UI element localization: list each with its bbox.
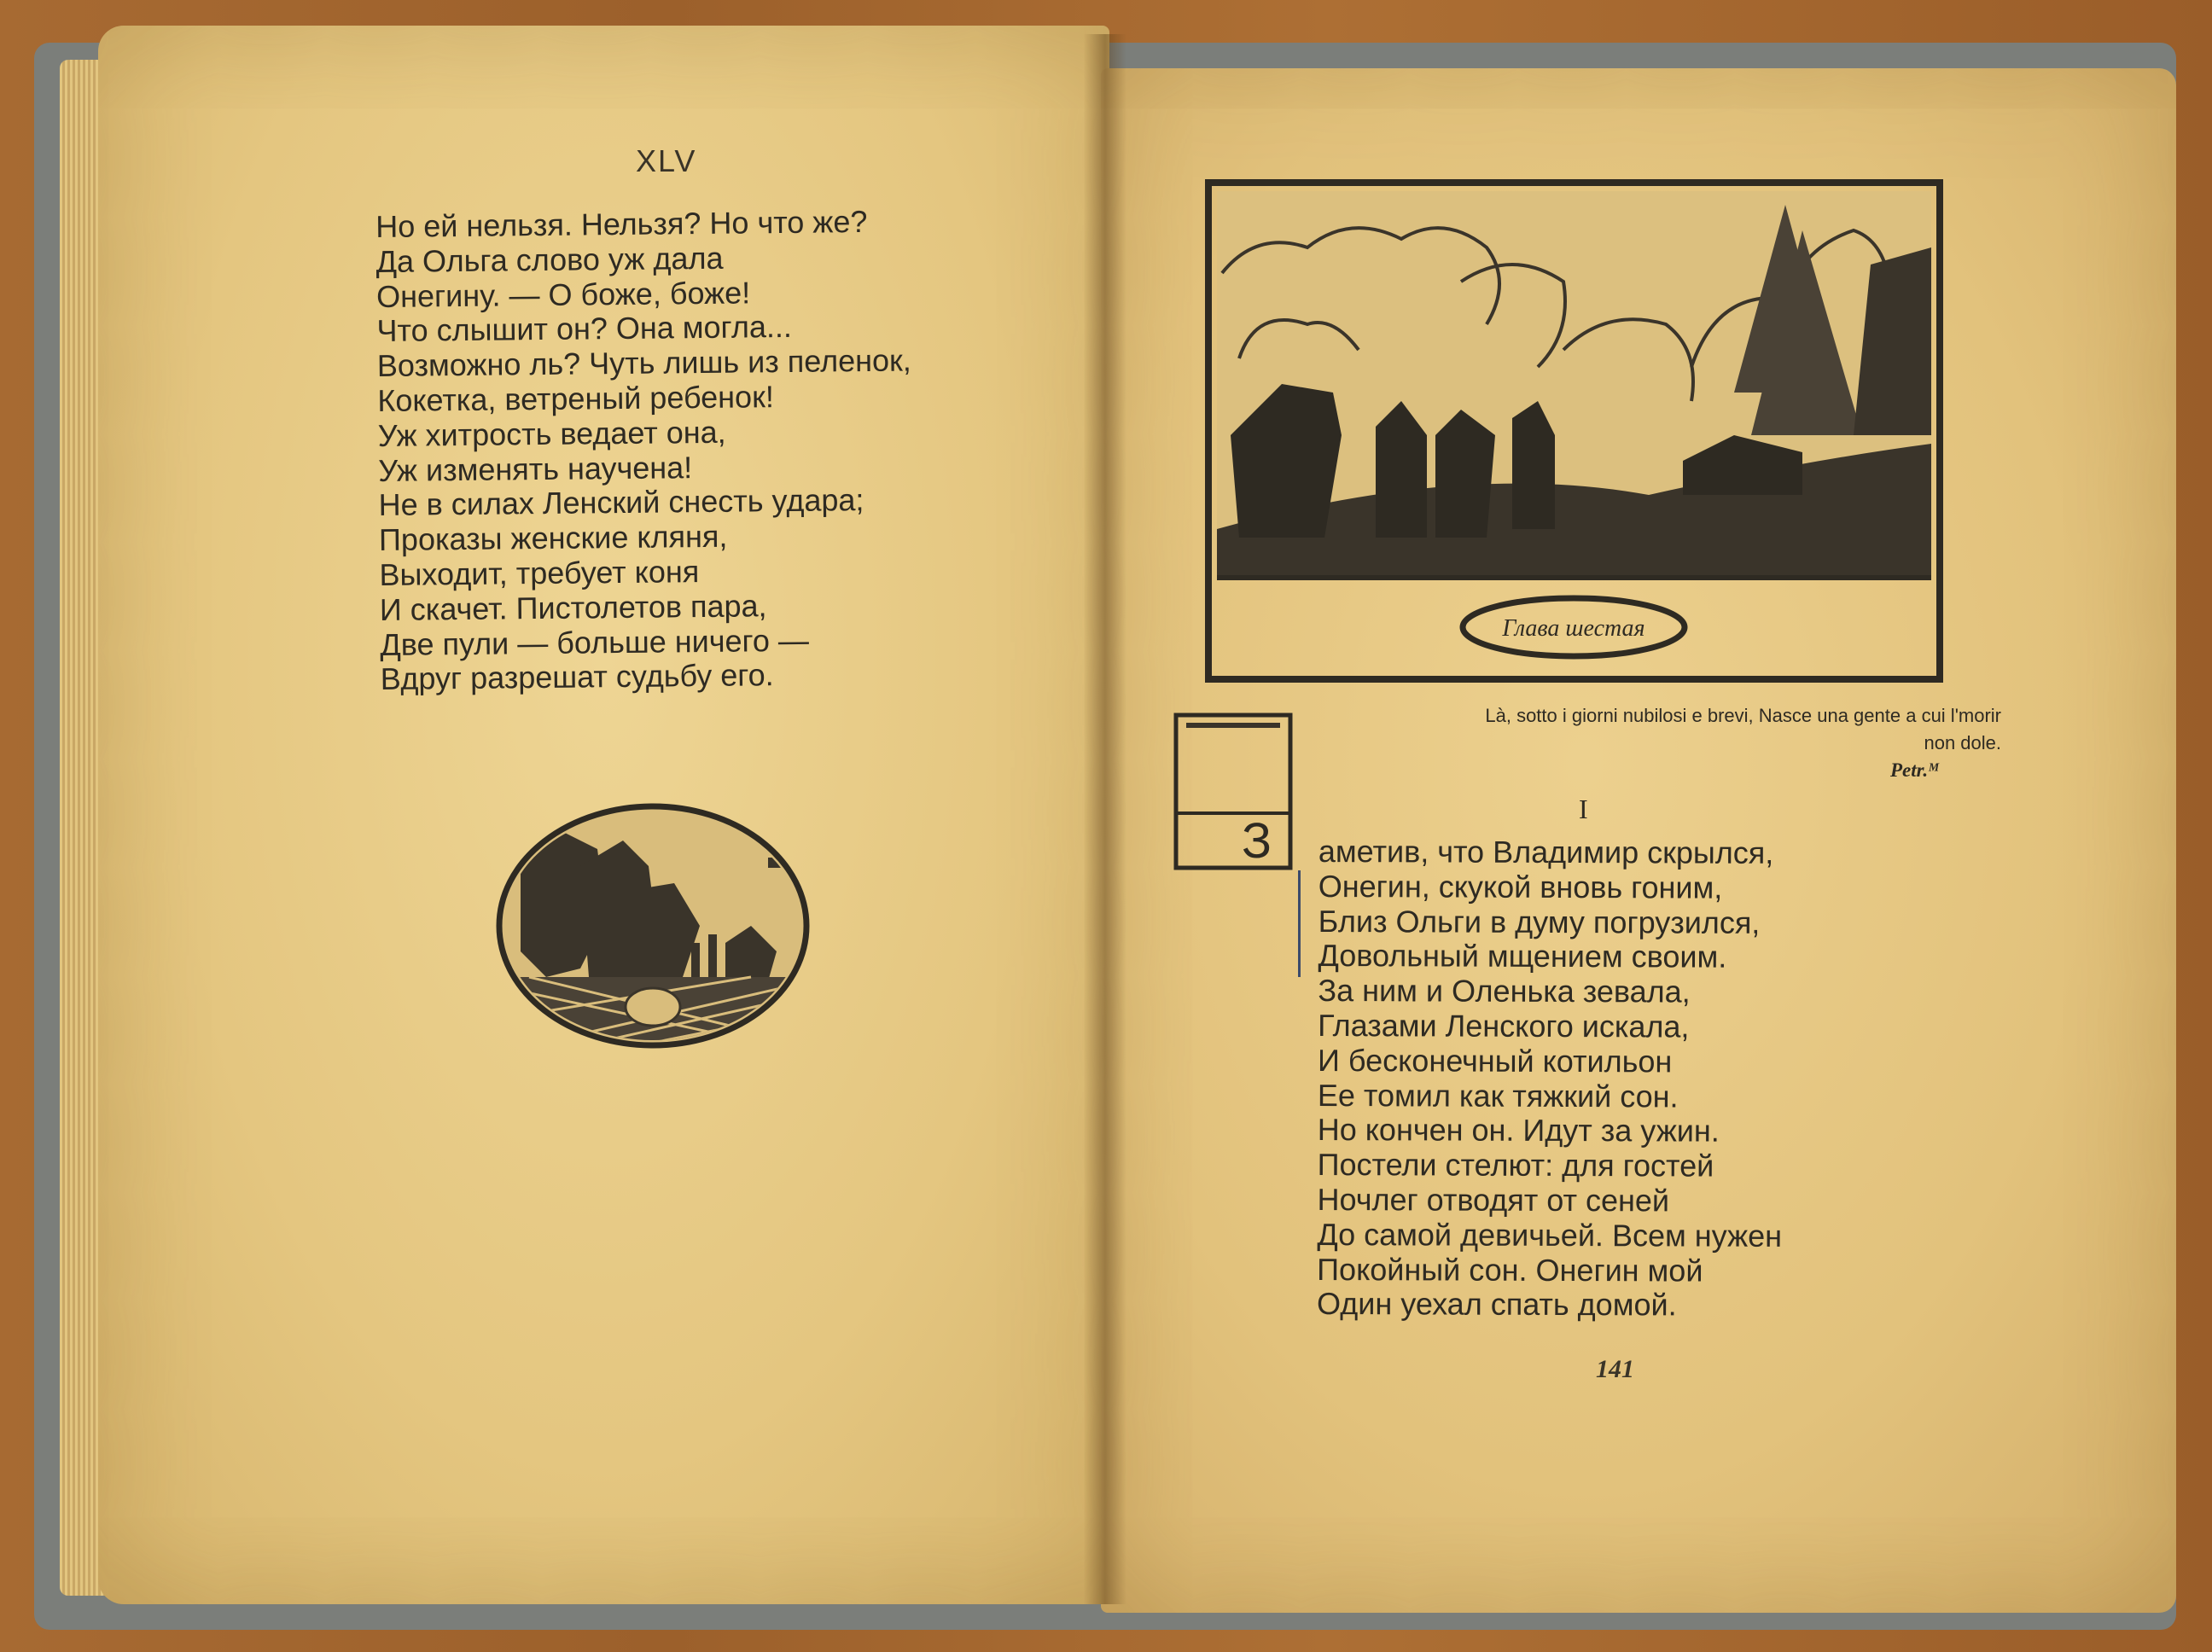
verse-line: Возможно ль? Чуть лишь из пеленок, — [376, 342, 911, 384]
verse-line: аметив, что Владимир скрылся, — [1318, 834, 1774, 870]
drop-cap-box — [1173, 713, 1293, 870]
epigraph-attribution: Petr.ᴹ — [1890, 759, 1939, 781]
verse-line: Вдруг разрешат судьбу его. — [380, 657, 774, 697]
margin-pen-mark — [1298, 870, 1301, 977]
verse-line: Две пули — больше ничего — — [380, 622, 810, 662]
verse-line: И бесконечный котильон — [1318, 1042, 1673, 1079]
verse-line: Не в силах Ленский снесть удара; — [378, 482, 864, 523]
feast-vignette-illustration — [495, 798, 811, 1054]
verse-line: Глазами Ленского искала, — [1318, 1007, 1690, 1044]
verse-line: До самой девичьей. Всем нужен — [1317, 1216, 1783, 1254]
verse-line: Онегин, скукой вновь гоним, — [1318, 868, 1723, 905]
verse-line: За ним и Оленька зевала, — [1318, 973, 1691, 1009]
verse-line: Довольный мщением своим. — [1318, 938, 1727, 975]
verse-line: Кокетка, ветреный ребенок! — [377, 379, 775, 418]
verse-line: Ночлег отводят от сеней — [1317, 1181, 1670, 1219]
verse-line: Близ Ольги в думу погрузился, — [1318, 903, 1761, 940]
verse-line: Проказы женские кляня, — [378, 518, 728, 558]
book-gutter — [1084, 34, 1126, 1604]
verse-left — [375, 204, 915, 697]
verse-line: Онегину. — О боже, боже! — [375, 275, 751, 314]
verse-right — [1317, 835, 1784, 1323]
stanza-number-left: XLV — [636, 143, 697, 178]
chapter-title: Глава шестая — [1502, 615, 1645, 642]
verse-line: Покойный сон. Онегин мой — [1317, 1251, 1703, 1288]
verse-line: Ее томил как тяжкий сон. — [1317, 1077, 1679, 1114]
drop-cap-letter: З — [1241, 813, 1272, 869]
verse-line: И скачет. Пистолетов пара, — [379, 587, 767, 627]
verse-line: Да Ольга слово уж дала — [375, 240, 724, 279]
verse-line: Один уехал спать домой. — [1317, 1286, 1677, 1323]
epigraph: Là, sotto i giorni nubilosi e brevi, Nasce una gente a cui l'morir non dole. — [1485, 705, 2001, 753]
stanza-number-right: I — [1579, 794, 1588, 824]
verse-line: Но кончен он. Идут за ужин. — [1317, 1112, 1720, 1149]
page-number: 141 — [1596, 1355, 1634, 1383]
verse-line: Выходит, требует коня — [379, 554, 700, 592]
verse-line: Уж хитрость ведает она, — [377, 414, 726, 453]
verse-line: Уж изменять научена! — [377, 449, 693, 488]
verse-line: Что слышит он? Она могла... — [376, 309, 793, 349]
verse-line: Но ей нельзя. Нельзя? Но что же? — [375, 203, 868, 244]
chapter-header-illustration — [1205, 179, 1943, 683]
verse-line: Постели стелют: для гостей — [1317, 1147, 1714, 1184]
